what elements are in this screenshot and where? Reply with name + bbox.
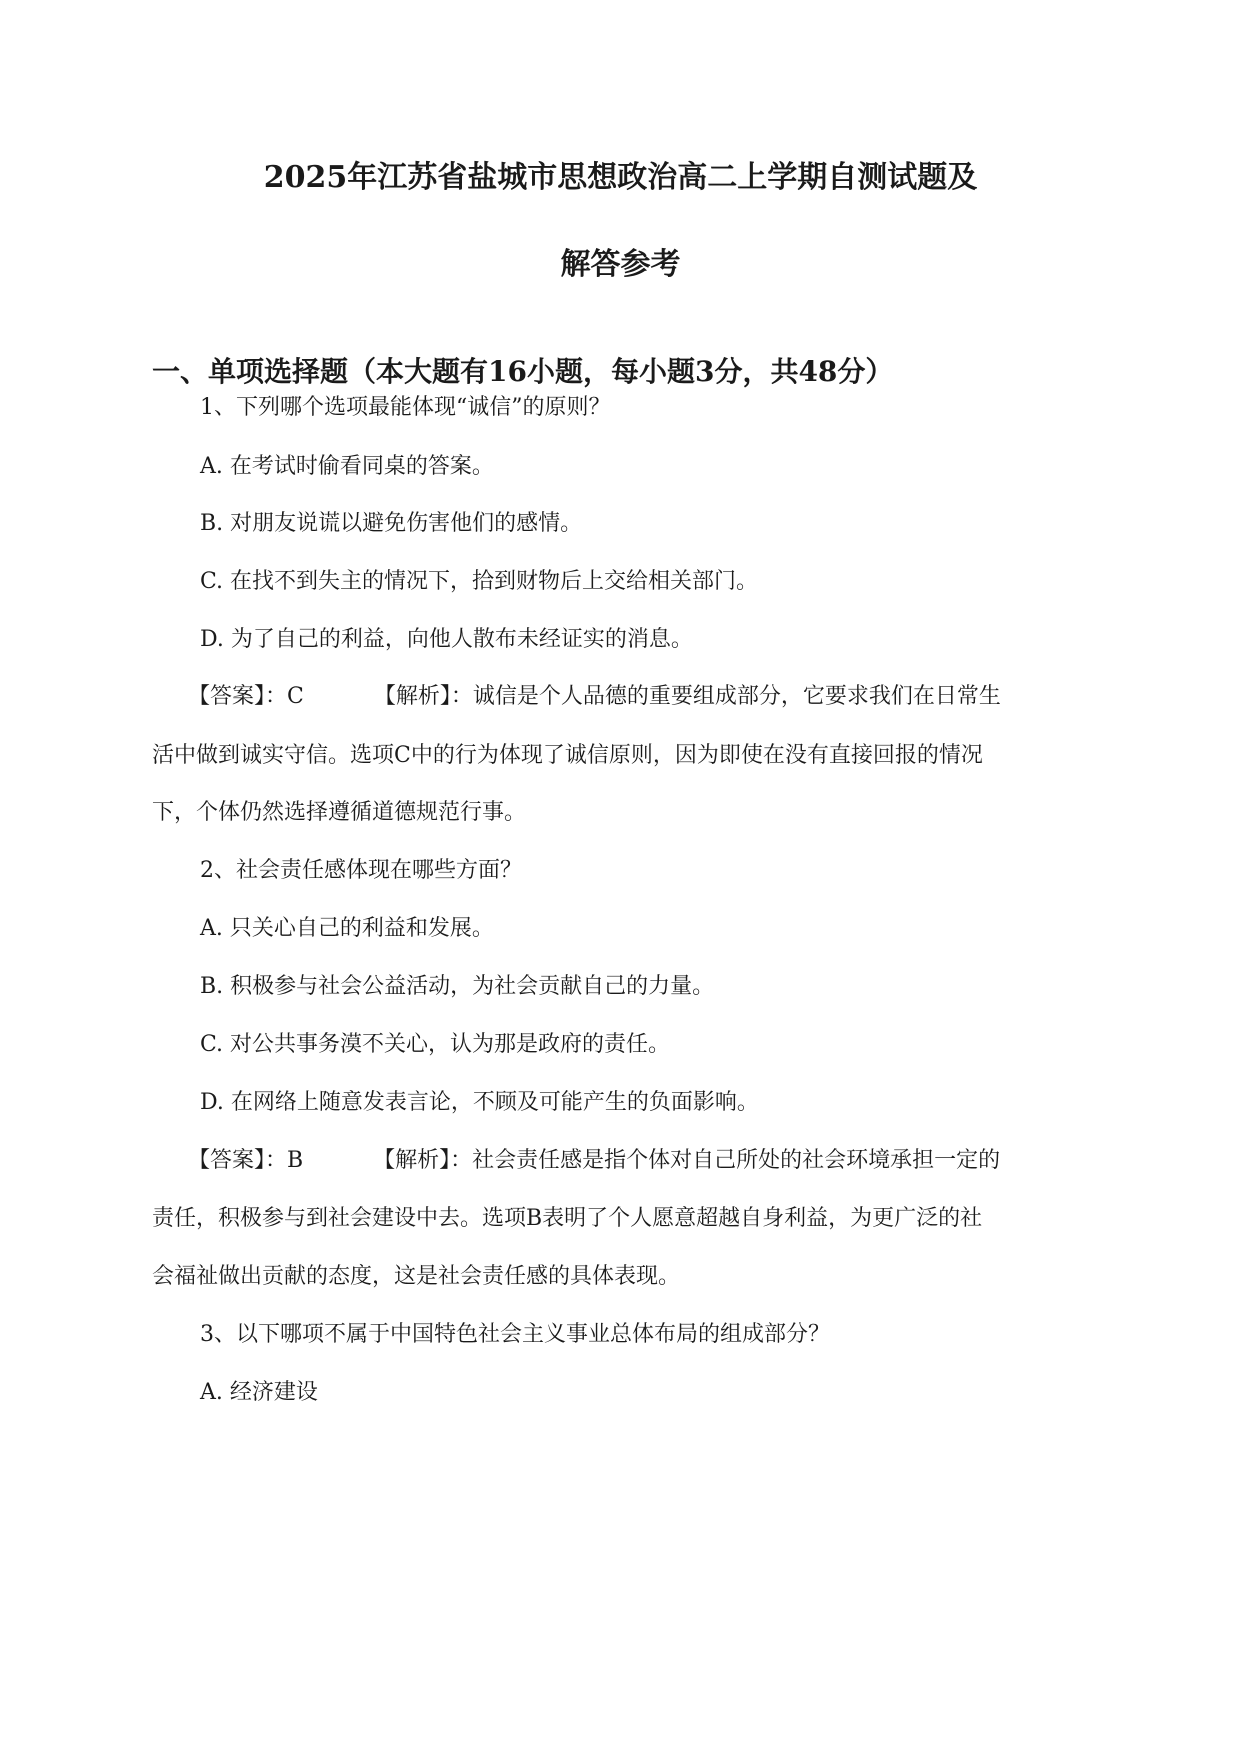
question-1-stem: 1、下列哪个选项最能体现“诚信”的原则？ xyxy=(200,395,611,420)
question-3-stem: 3、以下哪项不属于中国特色社会主义事业总体布局的组成部分？ xyxy=(200,1322,830,1347)
question-2-answer-row xyxy=(188,1145,1000,1177)
question-1-analysis-line-2: 活中做到诚实守信。选项C中的行为体现了诚信原则，因为即使在没有直接回报的情况 xyxy=(152,743,983,768)
question-2-option-b: B. 积极参与社会公益活动，为社会贡献自己的力量。 xyxy=(200,974,715,999)
question-3-option-a: A. 经济建设 xyxy=(200,1380,318,1405)
question-1-option-a: A. 在考试时偷看同桌的答案。 xyxy=(200,454,494,479)
question-2-stem: 2、社会责任感体现在哪些方面？ xyxy=(200,858,522,883)
question-1-analysis-line-1: 【解析】：诚信是个人品德的重要组成部分，它要求我们在日常生 xyxy=(373,684,1001,709)
question-2-analysis-line-2: 责任，积极参与到社会建设中去。选项B表明了个人愿意超越自身利益，为更广泛的社 xyxy=(152,1206,983,1231)
question-1-analysis-line-3: 下，个体仍然选择遵循道德规范行事。 xyxy=(152,800,527,825)
question-2-answer: 【答案】：B xyxy=(188,1148,304,1173)
question-1-option-b: B. 对朋友说谎以避免伤害他们的感情。 xyxy=(200,511,583,536)
question-2-option-c: C. 对公共事务漠不关心，认为那是政府的责任。 xyxy=(200,1032,671,1057)
question-1-answer: 【答案】：C xyxy=(188,684,304,709)
document-title-line-1: 2025年江苏省盐城市思想政治高二上学期自测试题及 xyxy=(263,160,978,195)
question-1-option-d: D. 为了自己的利益，向他人散布未经证实的消息。 xyxy=(200,627,693,652)
question-2-option-a: A. 只关心自己的利益和发展。 xyxy=(200,916,494,941)
question-2-option-d: D. 在网络上随意发表言论，不顾及可能产生的负面影响。 xyxy=(200,1090,759,1115)
question-1-option-c: C. 在找不到失主的情况下，拾到财物后上交给相关部门。 xyxy=(200,569,759,594)
section-heading: 一、单项选择题（本大题有16小题，每小题3分，共48分） xyxy=(152,355,894,388)
document-title-line-2: 解答参考 xyxy=(560,247,681,282)
question-1-answer-row xyxy=(188,681,1001,713)
question-2-analysis-line-3: 会福祉做出贡献的态度，这是社会责任感的具体表现。 xyxy=(152,1264,681,1289)
question-2-analysis-line-1: 【解析】：社会责任感是指个体对自己所处的社会环境承担一定的 xyxy=(373,1148,1001,1173)
